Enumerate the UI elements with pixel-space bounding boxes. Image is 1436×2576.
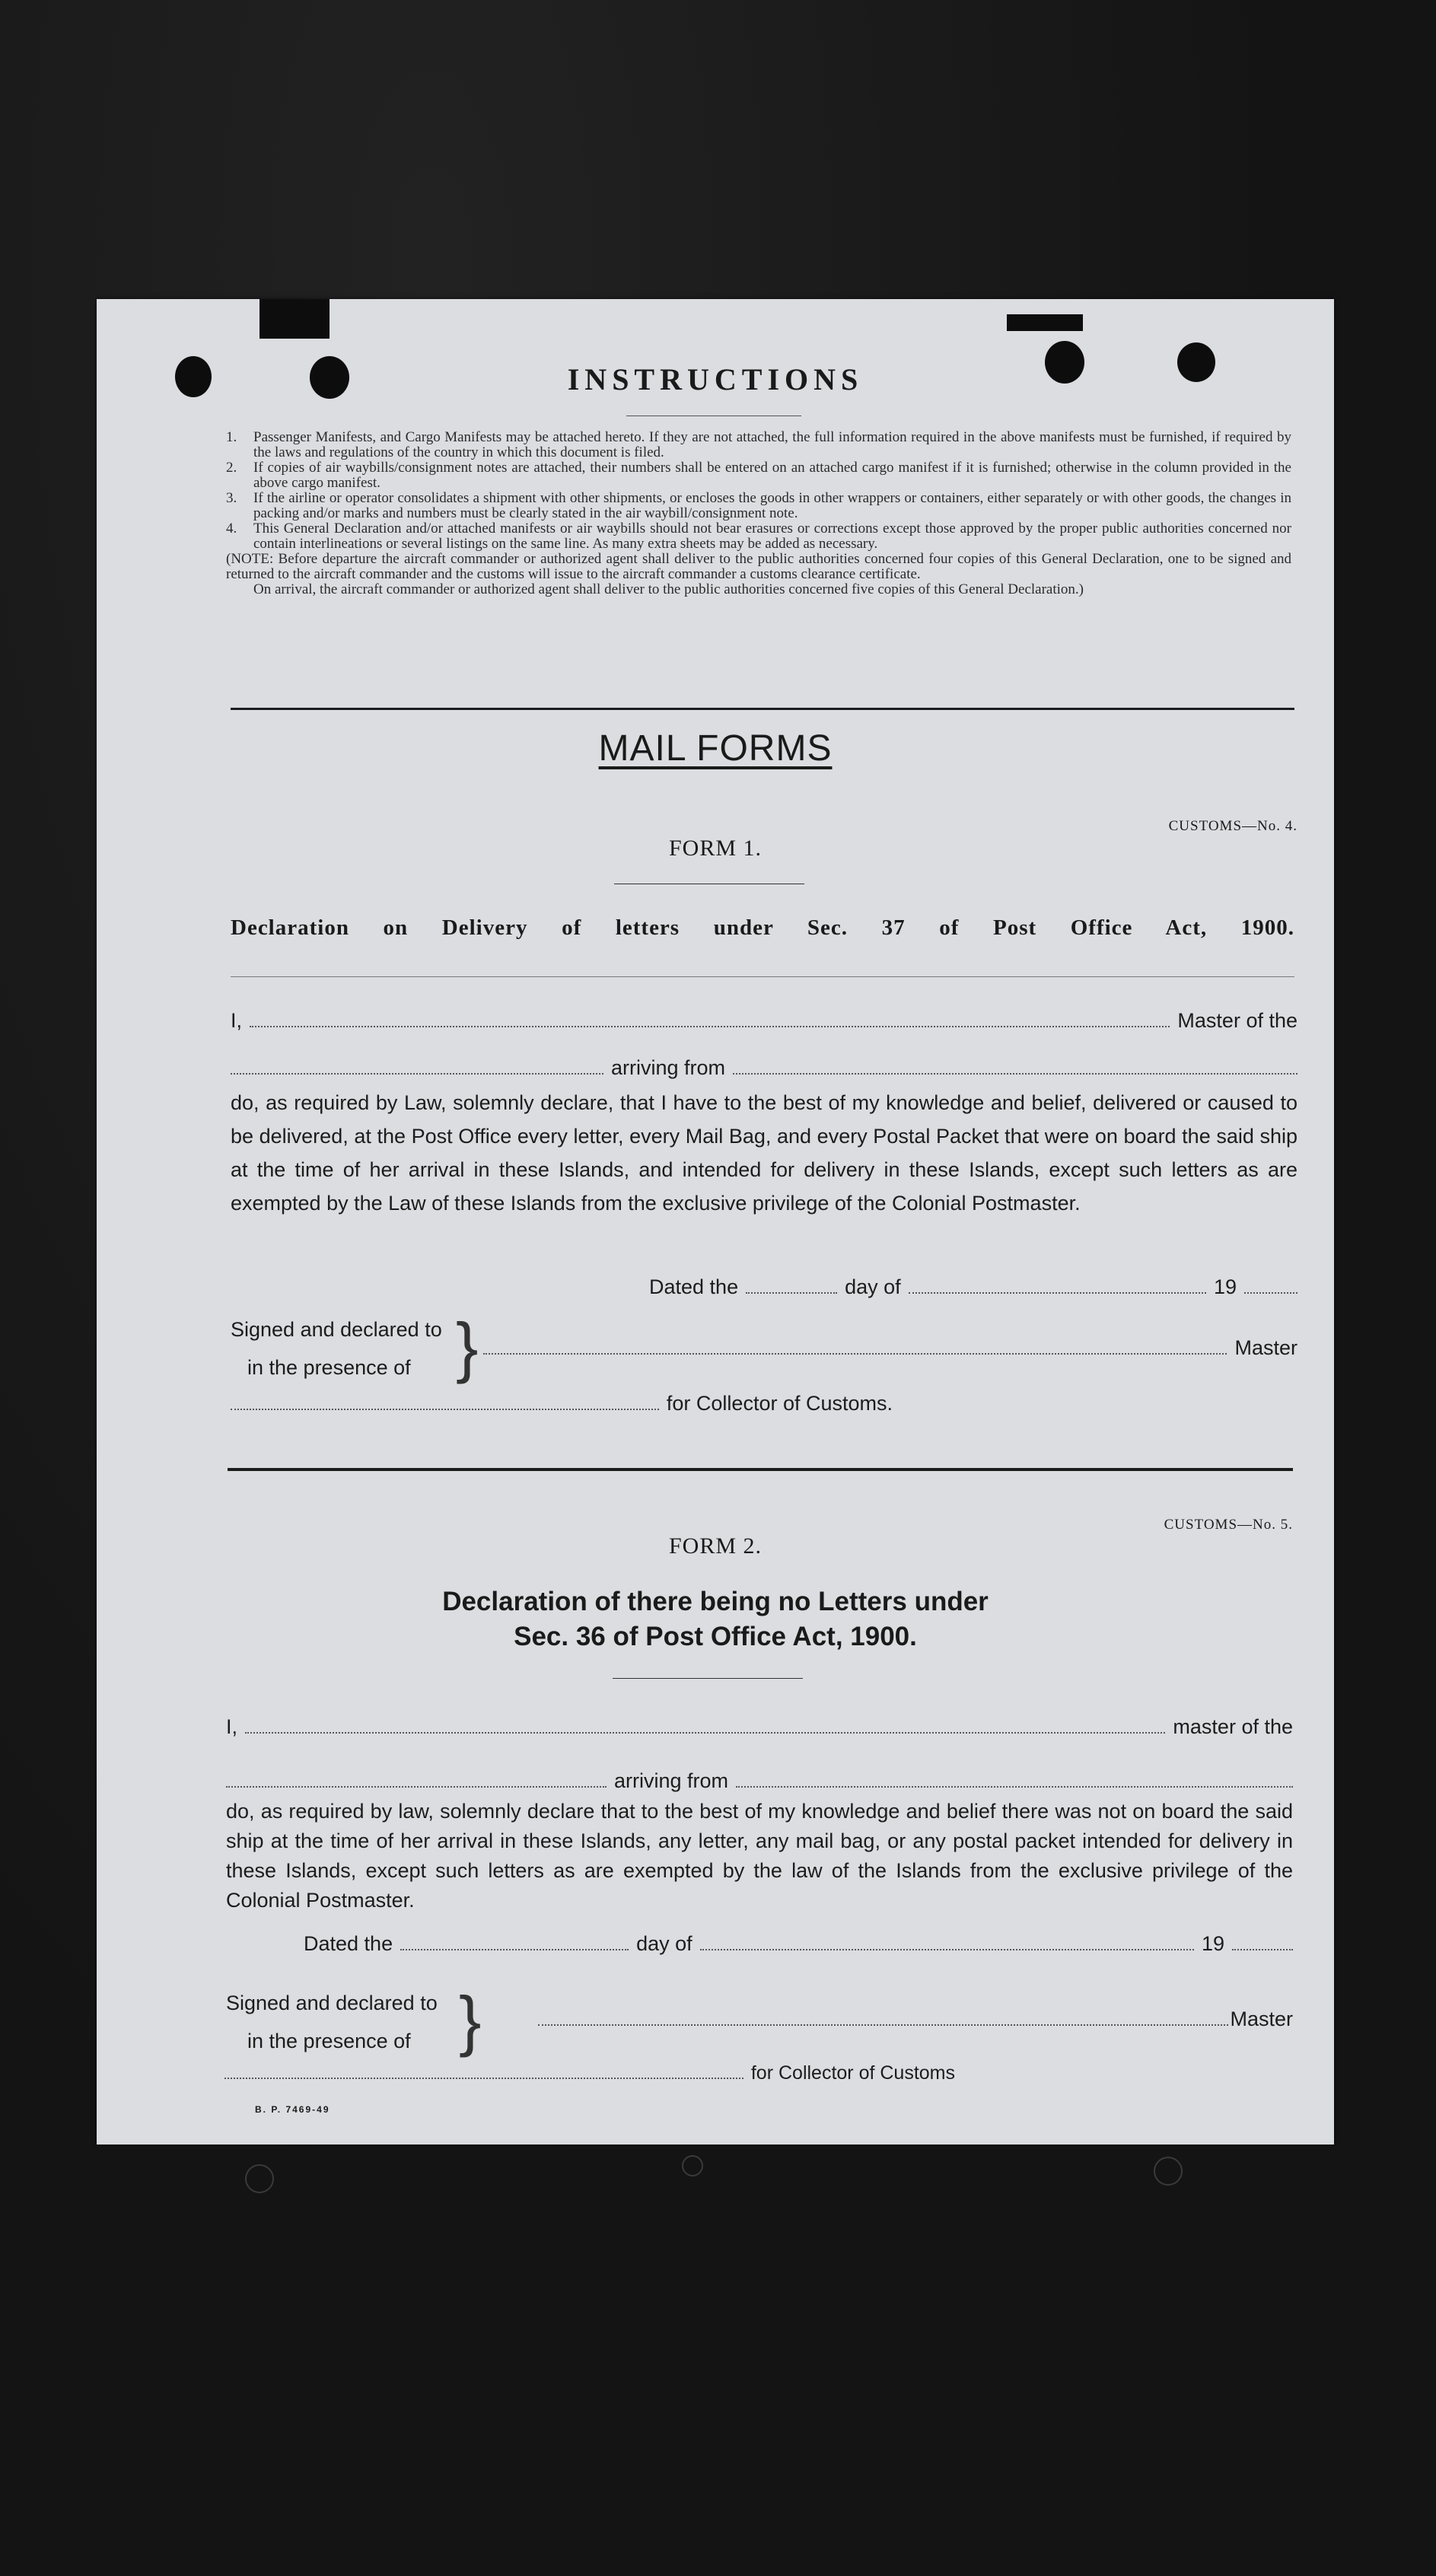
form1-label: FORM 1. <box>668 836 763 861</box>
form1-year-label: 19 <box>1213 1275 1237 1298</box>
form1-signed-label-1: Signed and declared to <box>231 1318 442 1341</box>
form-divider <box>228 1468 1293 1471</box>
form2-master-line <box>226 1713 1293 1740</box>
form2-name-blank[interactable] <box>245 1715 1165 1734</box>
form1-master-line <box>231 1007 1297 1034</box>
instructions-list <box>226 430 1291 597</box>
form1-collector-label: for Collector of Customs. <box>666 1392 893 1415</box>
form2-day-of-label: day of <box>636 1932 693 1955</box>
form2-master-of-label: master of the <box>1173 1715 1293 1738</box>
instruction-text: Passenger Manifests, and Cargo Manifests may be attached hereto. If they are not attached, the full information required in the above manifests must be furnished, if required by the laws and regulations of the country in which this document is filed. <box>253 429 1291 460</box>
form1-signature-blank[interactable] <box>483 1336 1227 1355</box>
form2-collector-line <box>224 2059 955 2087</box>
form1-master-label: Master <box>1234 1336 1297 1359</box>
document-page <box>97 299 1334 2145</box>
form2-day-blank[interactable] <box>400 1932 629 1950</box>
printer-code: B. P. 7469-49 <box>255 2104 330 2115</box>
form1-i-label: I, <box>231 1009 243 1032</box>
form2-title-rule <box>613 1678 803 1679</box>
form2-dated-label: Dated the <box>304 1932 393 1955</box>
instruction-item <box>226 491 1291 521</box>
form1-name-blank[interactable] <box>250 1009 1170 1027</box>
form1-master-of-label: Master of the <box>1177 1009 1297 1032</box>
instruction-item <box>226 460 1291 491</box>
form2-origin-blank[interactable] <box>736 1769 1293 1788</box>
form2-title-line-1: Declaration of there being no Letters under <box>442 1587 989 1616</box>
form1-dated-line <box>649 1273 1297 1301</box>
binder-ring <box>1154 2157 1183 2186</box>
paper-tear <box>1007 314 1083 331</box>
form1-signed-label-2: in the presence of <box>247 1356 411 1379</box>
paper-tear <box>259 299 330 339</box>
form1-month-blank[interactable] <box>909 1275 1206 1294</box>
form2-collector-blank[interactable] <box>224 2061 743 2079</box>
form1-arriving-line <box>231 1054 1297 1081</box>
instruction-text: This General Declaration and/or attached manifests or air waybills should not bear erasures or corrections except those approved by the proper public authorities concerned nor contain interlineations or several listings on the same line. As many extra sheets may be added as necessary. <box>253 521 1291 552</box>
form2-arriving-label: arriving from <box>614 1769 729 1792</box>
form1-brace: } <box>456 1309 479 1384</box>
form1-year-blank[interactable] <box>1244 1275 1297 1294</box>
mail-forms-title: MAIL FORMS <box>598 728 833 769</box>
form2-master-label: Master <box>1230 2008 1293 2030</box>
form2-body: do, as required by law, solemnly declare that to the best of my knowledge and belief there was not on board the said ship at the time of her arrival in these Islands, any letter, any mail bag, or any postal packet intended for delivery in these Islands, except such letters as are exempted by the law of the Islands from the exclusive privilege of the Colonial Postmaster. <box>226 1800 1293 1912</box>
instruction-number: 3. <box>226 490 237 506</box>
form2-title-line-2: Sec. 36 of Post Office Act, 1900. <box>514 1622 917 1651</box>
form2-label: FORM 2. <box>668 1533 763 1559</box>
form2-month-blank[interactable] <box>700 1932 1194 1950</box>
form2-arriving-line <box>226 1767 1293 1794</box>
instruction-text: If copies of air waybills/consignment notes are attached, their numbers shall be entered on an attached cargo manifest if it is furnished; otherwise in the column provided in the above cargo manifest. <box>253 460 1291 491</box>
form1-day-of-label: day of <box>845 1275 901 1298</box>
form2-signature-blank[interactable] <box>538 2008 1228 2026</box>
form1-body: do, as required by Law, solemnly declare, that I have to the best of my knowledge and belief, delivered or caused to be delivered, at the Post Office every letter, every Mail Bag, and every Postal Packet that were on board the said ship at the time of her arrival in these Islands, and intended for delivery in these Islands, except such letters as are exempted by the Law of these Islands from the exclusive privilege of the Colonial Postmaster. <box>231 1091 1297 1215</box>
form1-master-signature-line <box>483 1334 1297 1361</box>
form2-master-signature-line <box>538 2005 1293 2033</box>
form1-dated-label: Dated the <box>649 1275 739 1298</box>
instruction-number: 1. <box>226 429 237 445</box>
binder-ring <box>245 2164 274 2193</box>
instruction-number: 2. <box>226 460 237 476</box>
form2-i-label: I, <box>226 1715 238 1738</box>
instruction-number: 4. <box>226 521 237 537</box>
binder-ring <box>682 2155 703 2176</box>
form2-signed-label-2: in the presence of <box>247 2030 411 2052</box>
form1-day-blank[interactable] <box>746 1275 837 1294</box>
form2-collector-label: for Collector of Customs <box>750 2062 955 2084</box>
form2-signed-label-1: Signed and declared to <box>226 1992 438 2014</box>
form1-arriving-label: arriving from <box>611 1056 726 1079</box>
instruction-note-departure: (NOTE: Before departure the aircraft commander or authorized agent shall deliver to the public authorities concerned four copies of this General Declaration, one to be signed and returned to the aircraft commander and the customs will issue to the aircraft commander a customs clearance certificate. <box>226 551 1291 582</box>
instruction-text: If the airline or operator consolidates a shipment with other shipments, or encloses the goods in other wrappers or containers, either separately or with other goods, the changes in packing and/or marks and numbers must be clearly stated in the air waybill/consignment note. <box>253 490 1291 521</box>
instruction-item <box>226 521 1291 552</box>
form1-customs-number: CUSTOMS—No. 4. <box>1168 818 1297 834</box>
form1-declaration-title: Declaration on Delivery of letters under Sec. 37 of Post Office Act, 1900. <box>231 915 1294 940</box>
form2-dated-line <box>304 1930 1293 1957</box>
form2-ship-blank[interactable] <box>226 1769 607 1788</box>
instructions-title: INSTRUCTIONS <box>567 362 864 396</box>
instruction-note-arrival: On arrival, the aircraft commander or authorized agent shall deliver to the public authorities concerned five copies of this General Declaration.) <box>253 581 1084 597</box>
form2-year-label: 19 <box>1201 1932 1224 1955</box>
form1-origin-blank[interactable] <box>733 1056 1297 1075</box>
form1-collector-line <box>231 1390 893 1417</box>
instruction-item <box>226 430 1291 460</box>
form1-collector-blank[interactable] <box>231 1392 659 1410</box>
form2-customs-number: CUSTOMS—No. 5. <box>1164 1517 1293 1533</box>
section-divider <box>231 708 1294 710</box>
form2-year-blank[interactable] <box>1232 1932 1293 1950</box>
form1-ship-blank[interactable] <box>231 1056 603 1075</box>
form2-brace: } <box>459 1982 482 2058</box>
form1-title-rule <box>231 976 1294 977</box>
